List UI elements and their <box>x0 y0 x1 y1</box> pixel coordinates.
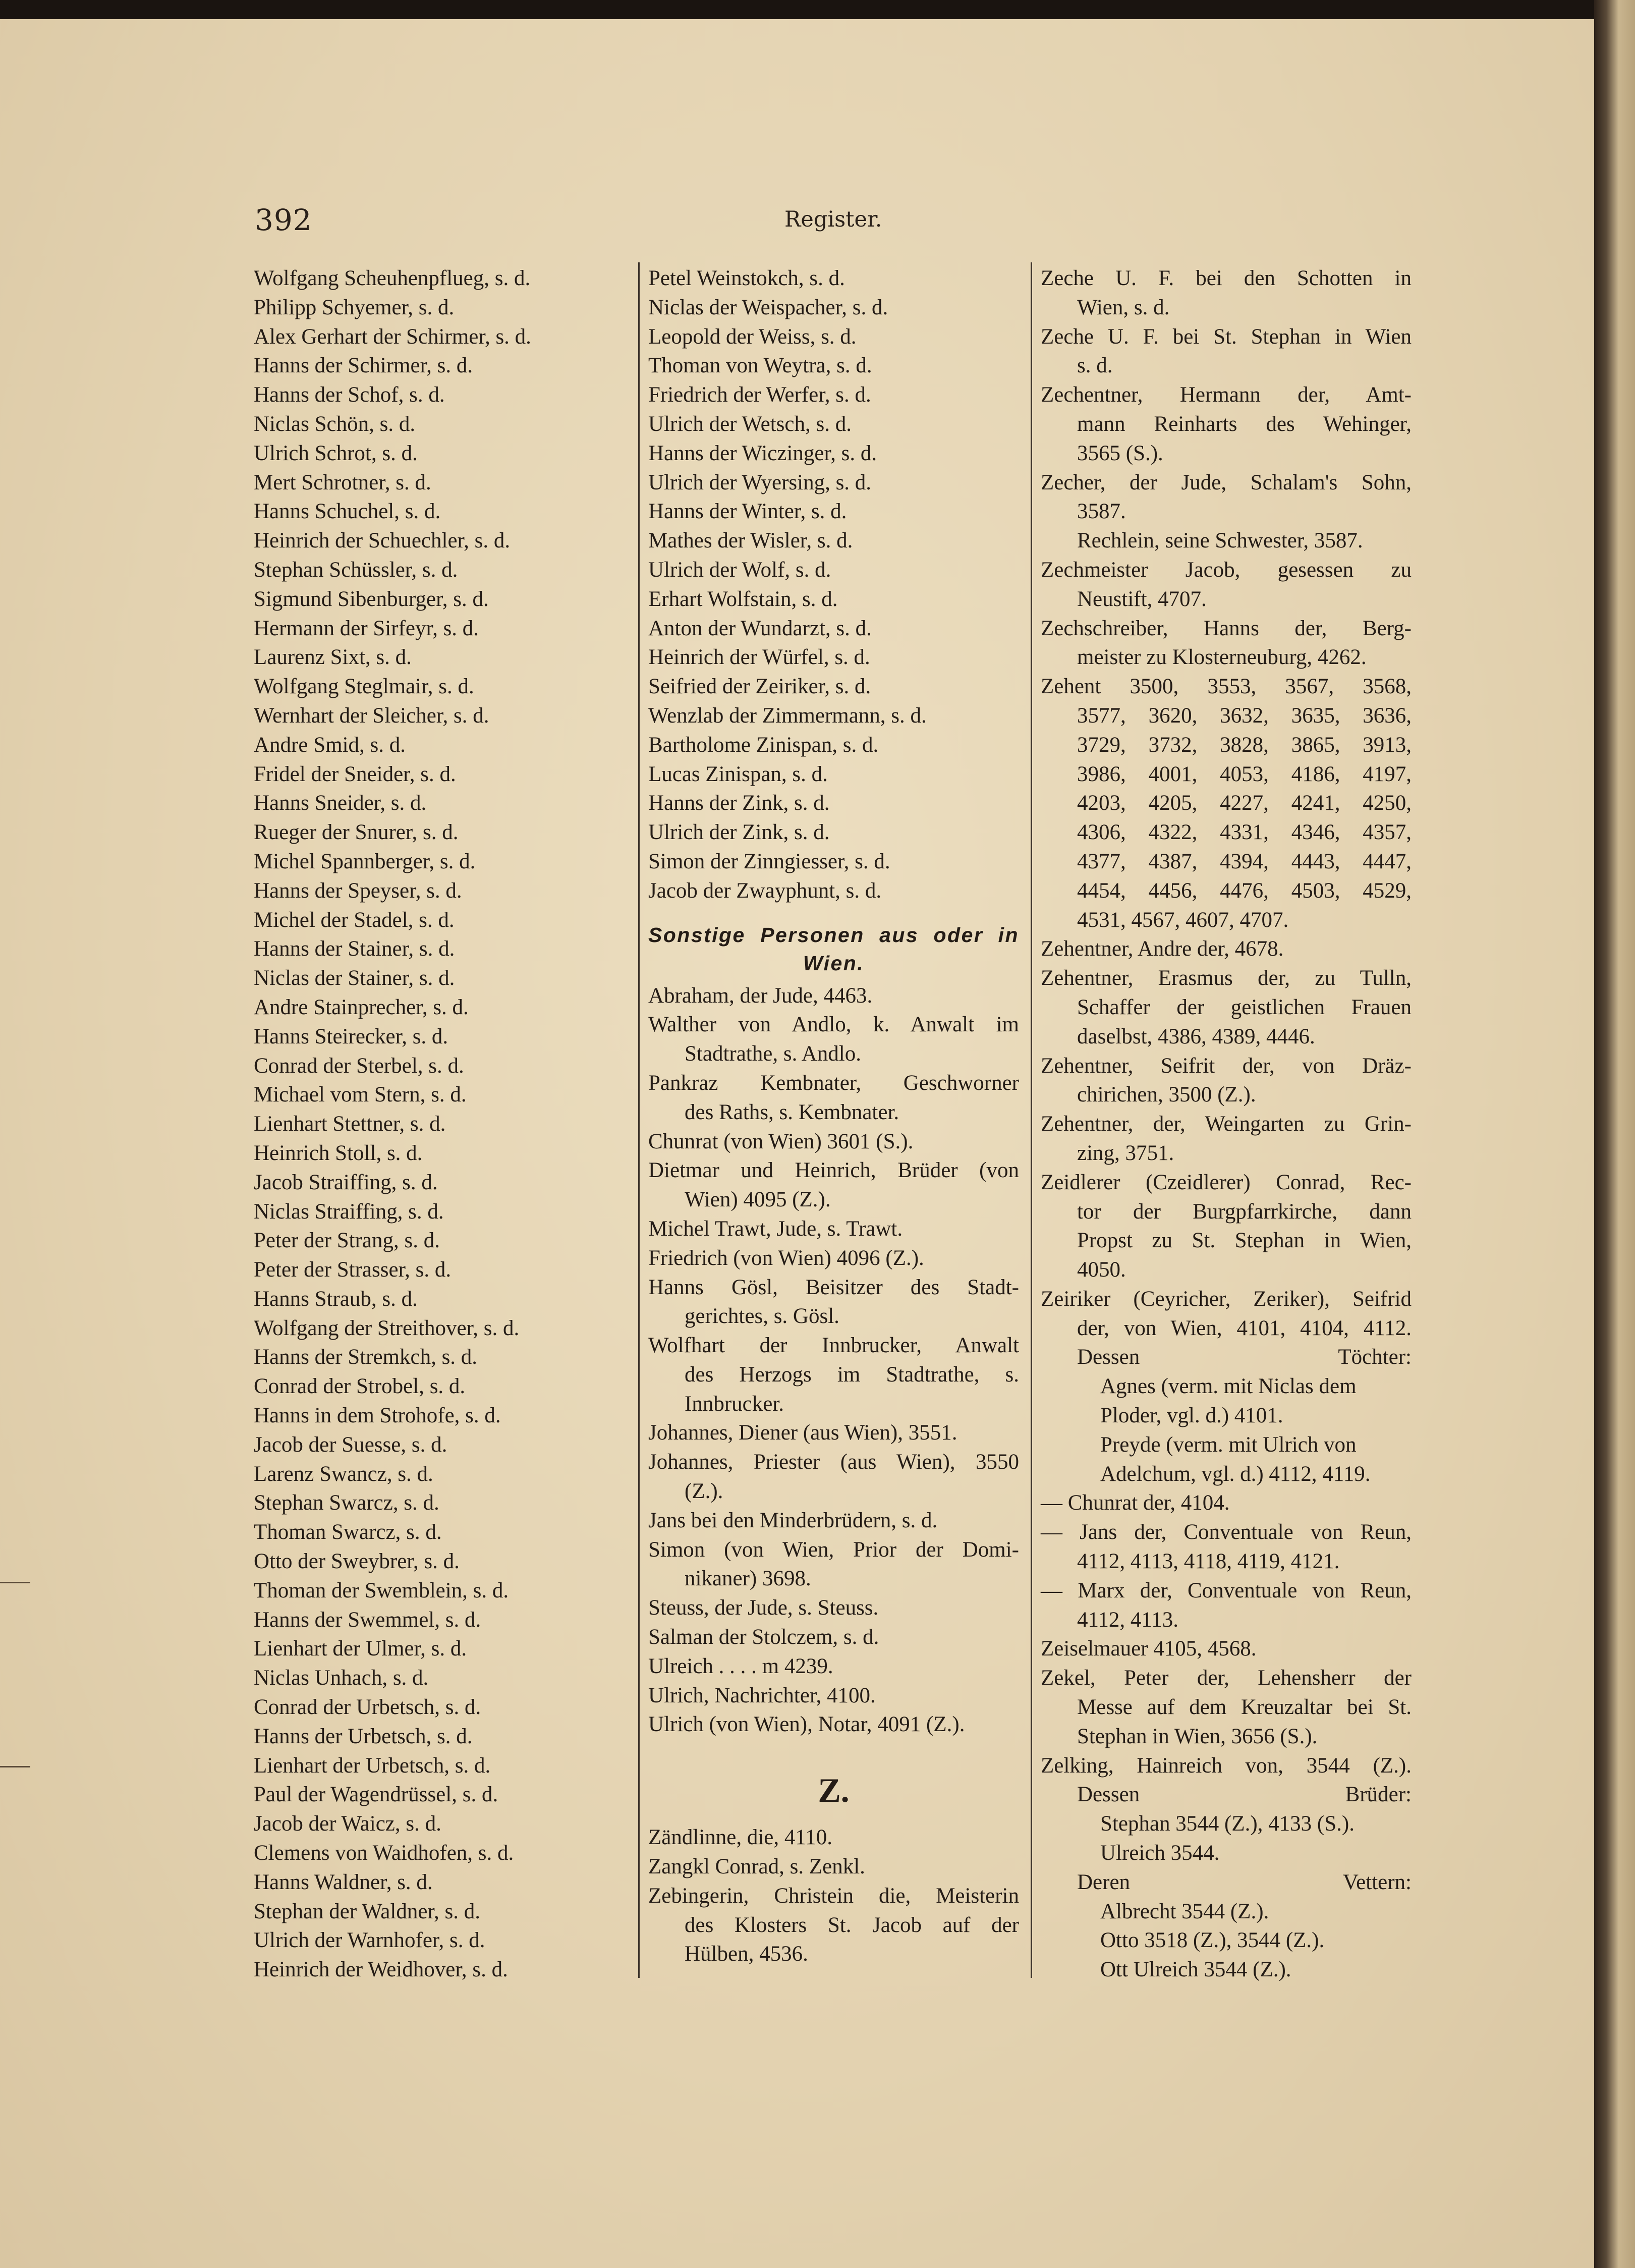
index-line: Hanns der Schirmer, s. d. <box>254 354 473 378</box>
index-line: Stephan in Wien, 3656 (S.). <box>1077 1724 1318 1748</box>
index-line: Lienhart Stettner, s. d. <box>254 1112 446 1136</box>
index-line: Zeche U. F. bei St. Stephan in Wien <box>1041 324 1412 349</box>
margin-mark <box>0 1766 30 1767</box>
index-line: Larenz Swancz, s. d. <box>254 1462 433 1486</box>
index-line: Niclas Unhach, s. d. <box>254 1666 429 1690</box>
index-line: Steuss, der Jude, s. Steuss. <box>648 1596 879 1620</box>
index-line: Lucas Zinispan, s. d. <box>648 762 828 786</box>
index-line: mann Reinharts des Wehinger, <box>1077 412 1412 436</box>
index-line: Hanns der Stainer, s. d. <box>254 937 455 961</box>
index-line: 4112, 4113, 4118, 4119, 4121. <box>1077 1550 1340 1574</box>
index-entry <box>1041 1110 1412 1168</box>
index-line: Zeche U. F. bei den Schotten in <box>1041 266 1412 290</box>
index-line: Sigmund Sibenburger, s. d. <box>254 587 489 611</box>
index-entry <box>648 1623 1019 1652</box>
index-line: Michel der Stadel, s. d. <box>254 908 455 932</box>
index-line: Niclas der Stainer, s. d. <box>254 966 455 990</box>
index-line: Michel Trawt, Jude, s. Trawt. <box>648 1216 903 1241</box>
index-line: Heinrich der Weidhover, s. d. <box>254 1958 508 1982</box>
index-line: Jacob der Waicz, s. d. <box>254 1812 441 1836</box>
index-entry <box>648 1681 1019 1710</box>
index-line: — Jans der, Conventuale von Reun, <box>1041 1520 1412 1544</box>
index-line: Wolfgang Steglmair, s. d. <box>254 675 474 699</box>
index-line: Seifried der Zeiriker, s. d. <box>648 675 871 699</box>
running-head: Register. <box>784 207 882 232</box>
index-line: Ulrich, Nachrichter, 4100. <box>648 1683 876 1707</box>
index-entry <box>1041 1751 1412 1868</box>
index-line: Schaffer der geistlichen Frauen <box>1077 995 1412 1019</box>
index-line: Stadtrathe, s. Andlo. <box>685 1042 861 1066</box>
index-line: 3986, 4001, 4053, 4186, 4197, <box>1077 762 1412 786</box>
index-line: Niclas Schön, s. d. <box>254 412 416 436</box>
index-line: Michael vom Stern, s. d. <box>254 1083 467 1107</box>
index-line: Jacob der Suesse, s. d. <box>254 1432 447 1457</box>
index-line: chirichen, 3500 (Z.). <box>1077 1083 1256 1107</box>
index-line: 3577, 3620, 3632, 3635, 3636, <box>1077 703 1412 728</box>
index-entry <box>648 1882 1019 1969</box>
index-line: Conrad der Strobel, s. d. <box>254 1374 466 1399</box>
index-entry <box>648 1710 1019 1739</box>
index-line: Salman der Stolczem, s. d. <box>648 1625 879 1649</box>
index-entry <box>1041 1052 1412 1110</box>
index-line: Zeiselmauer 4105, 4568. <box>1041 1637 1257 1661</box>
index-entry <box>1041 672 1412 934</box>
index-line: Ulreich . . . . m 4239. <box>648 1654 833 1678</box>
index-list-z <box>648 1823 1019 1969</box>
index-line: Wenzlab der Zimmermann, s. d. <box>648 703 927 728</box>
index-line: Hanns Sneider, s. d. <box>254 791 427 815</box>
letter-heading-z: Z. <box>818 1771 850 1810</box>
index-line: Bartholome Zinispan, s. d. <box>648 733 879 757</box>
index-line: Ulrich der Wetsch, s. d. <box>648 412 852 436</box>
index-list-persons-w-z <box>648 264 1019 906</box>
index-line: Conrad der Urbetsch, s. d. <box>254 1695 481 1720</box>
index-entry <box>1041 1168 1412 1285</box>
index-line: 4531, 4567, 4607, 4707. <box>1077 908 1289 932</box>
index-column-1 <box>254 264 604 1984</box>
index-entry <box>1041 1488 1412 1518</box>
index-line: 4454, 4456, 4476, 4503, 4529, <box>1077 878 1412 903</box>
index-line: Stephan der Waldner, s. d. <box>254 1899 481 1923</box>
index-line: Wernhart der Sleicher, s. d. <box>254 703 489 728</box>
index-line: Messe auf dem Kreuzaltar bei St. <box>1077 1695 1412 1720</box>
index-column-3 <box>1041 264 1412 1984</box>
index-entry <box>648 1593 1019 1623</box>
section-heading-sonstige <box>648 921 1019 977</box>
index-line: Simon der Zinngiesser, s. d. <box>648 849 890 873</box>
index-entry <box>1041 1518 1412 1576</box>
index-entry <box>648 981 1019 1011</box>
index-line: Stephan Schüssler, s. d. <box>254 558 458 582</box>
index-line: Heinrich der Schuechler, s. d. <box>254 529 511 553</box>
index-line: 4306, 4322, 4331, 4346, 4357, <box>1077 820 1412 845</box>
index-line: Otto 3518 (Z.), 3544 (Z.). <box>1100 1928 1325 1953</box>
index-line: Stephan 3544 (Z.), 4133 (S.). <box>1100 1812 1355 1836</box>
index-line: Michel Spannberger, s. d. <box>254 849 476 873</box>
index-entry <box>1041 614 1412 673</box>
index-line: 4112, 4113. <box>1077 1608 1179 1632</box>
index-line: Peter der Strang, s. d. <box>254 1229 440 1253</box>
index-line: Wolfgang Scheuhenpflueg, s. d. <box>254 266 531 290</box>
index-line: Jacob der Zwayphunt, s. d. <box>648 878 882 903</box>
index-line: Neustift, 4707. <box>1077 587 1207 611</box>
index-line: 3729, 3732, 3828, 3865, 3913, <box>1077 733 1412 757</box>
index-line: Hanns Schuchel, s. d. <box>254 500 441 524</box>
index-line: Heinrich Stoll, s. d. <box>254 1141 423 1165</box>
index-line: — Chunrat der, 4104. <box>1041 1491 1230 1515</box>
index-line: Anton der Wundarzt, s. d. <box>648 616 872 640</box>
index-line: Heinrich der Würfel, s. d. <box>648 645 870 670</box>
section-heading-line: Sonstige Personen aus oder in <box>648 923 1019 947</box>
index-line: Dietmar und Heinrich, Brüder (von <box>648 1158 1019 1183</box>
index-entry <box>648 1418 1019 1448</box>
index-line: Alex Gerhart der Schirmer, s. d. <box>254 324 531 349</box>
index-line: Zechentner, Hermann der, Amt- <box>1041 383 1412 407</box>
index-line: Zangkl Conrad, s. Zenkl. <box>648 1855 865 1879</box>
index-entry <box>1041 1634 1412 1664</box>
index-line: Dessen Brüder: <box>1077 1783 1412 1807</box>
index-line: tor der Burgpfarrkirche, dann <box>1077 1199 1412 1224</box>
index-line: Andre Stainprecher, s. d. <box>254 995 469 1019</box>
index-line: Wolfhart der Innbrucker, Anwalt <box>648 1334 1019 1358</box>
index-line: — Marx der, Conventuale von Reun, <box>1041 1578 1412 1602</box>
index-line: Ulrich der Wyersing, s. d. <box>648 470 872 494</box>
index-entry <box>648 1244 1019 1273</box>
index-entry <box>1041 1285 1412 1489</box>
index-list-sonstige <box>648 981 1019 1740</box>
index-line: Philipp Schyemer, s. d. <box>254 295 455 319</box>
index-entry <box>648 1506 1019 1535</box>
page-number: 392 <box>255 203 312 237</box>
index-entry <box>1041 934 1412 964</box>
index-line: daselbst, 4386, 4389, 4446. <box>1077 1024 1315 1048</box>
index-line: Zelking, Hainreich von, 3544 (Z.). <box>1041 1753 1412 1778</box>
page-edge-shadow <box>1594 0 1635 2268</box>
index-line: Zehentner, der, Weingarten zu Grin- <box>1041 1112 1412 1136</box>
index-line: Thoman der Swemblein, s. d. <box>254 1578 509 1602</box>
index-line: des Klosters St. Jacob auf der <box>685 1913 1019 1937</box>
index-line: Hülben, 4536. <box>685 1942 808 1966</box>
index-line: Adelchum, vgl. d.) 4112, 4119. <box>1100 1462 1371 1486</box>
index-line: Zecher, der Jude, Schalam's Sohn, <box>1041 470 1412 494</box>
index-line: Paul der Wagendrüssel, s. d. <box>254 1783 498 1807</box>
index-line: 3587. <box>1077 500 1126 524</box>
index-line: Dessen Töchter: <box>1077 1345 1412 1369</box>
index-line: Wolfgang der Streithover, s. d. <box>254 1316 520 1340</box>
index-entry <box>648 1331 1019 1418</box>
index-entry <box>648 1214 1019 1244</box>
index-line: Friedrich (von Wien) 4096 (Z.). <box>648 1246 924 1270</box>
index-line: Zekel, Peter der, Lehensherr der <box>1041 1666 1412 1690</box>
index-line: Rueger der Snurer, s. d. <box>254 820 459 845</box>
index-line: Lienhart der Urbetsch, s. d. <box>254 1753 491 1778</box>
index-line: Thoman Swarcz, s. d. <box>254 1520 442 1544</box>
index-entry <box>648 1010 1019 1069</box>
index-line: Hanns der Wiczinger, s. d. <box>648 441 877 465</box>
index-line: Propst zu St. Stephan in Wien, <box>1077 1229 1412 1253</box>
index-line: 4203, 4205, 4227, 4241, 4250, <box>1077 791 1412 815</box>
index-line: Ott Ulreich 3544 (Z.). <box>1100 1958 1291 1982</box>
index-line: nikaner) 3698. <box>685 1567 811 1591</box>
index-line: Lienhart der Ulmer, s. d. <box>254 1637 467 1661</box>
index-line: meister zu Klosterneuburg, 4262. <box>1077 645 1367 670</box>
index-line: Zehent 3500, 3553, 3567, 3568, <box>1041 675 1412 699</box>
index-entry <box>648 1535 1019 1594</box>
index-line: Hanns der Speyser, s. d. <box>254 878 462 903</box>
index-line: Zehentner, Andre der, 4678. <box>1041 937 1284 961</box>
index-line: Friedrich der Werfer, s. d. <box>648 383 871 407</box>
index-line: Erhart Wolfstain, s. d. <box>648 587 838 611</box>
index-entry <box>648 1273 1019 1332</box>
column-divider-2 <box>1031 262 1032 1978</box>
index-line: Ulrich (von Wien), Notar, 4091 (Z.). <box>648 1712 965 1737</box>
index-line: Hanns Steirecker, s. d. <box>254 1024 448 1048</box>
index-line: Laurenz Sixt, s. d. <box>254 645 412 670</box>
index-line: Hanns in dem Strohofe, s. d. <box>254 1404 501 1428</box>
index-entry <box>648 1448 1019 1506</box>
index-line: Preyde (verm. mit Ulrich von <box>1100 1432 1357 1457</box>
index-line: zing, 3751. <box>1077 1141 1174 1165</box>
index-entry <box>1041 1664 1412 1751</box>
index-line: Jacob Straiffing, s. d. <box>254 1170 438 1194</box>
index-line: Ulrich Schrot, s. d. <box>254 441 418 465</box>
index-entry <box>648 1127 1019 1156</box>
index-line: Deren Vettern: <box>1077 1870 1412 1894</box>
index-line: Zebingerin, Christein die, Meisterin <box>648 1884 1019 1908</box>
index-line: Mert Schrotner, s. d. <box>254 470 431 494</box>
index-line: Ulrich der Zink, s. d. <box>648 820 830 845</box>
index-entry <box>1041 380 1412 468</box>
index-line: Hanns Straub, s. d. <box>254 1287 418 1311</box>
index-line: Wien) 4095 (Z.). <box>685 1188 831 1212</box>
index-line: Zechschreiber, Hanns der, Berg- <box>1041 616 1412 640</box>
index-line: Leopold der Weiss, s. d. <box>648 324 857 349</box>
index-line: 4050. <box>1077 1258 1126 1282</box>
index-line: Pankraz Kembnater, Geschworner <box>648 1071 1019 1095</box>
index-line: des Herzogs im Stadtrathe, s. <box>685 1362 1019 1387</box>
index-entry <box>648 1652 1019 1681</box>
index-line: Hanns der Stremkch, s. d. <box>254 1345 478 1369</box>
index-entry <box>648 1156 1019 1214</box>
index-line: s. d. <box>1077 354 1113 378</box>
index-line: Petel Weinstokch, s. d. <box>648 266 845 290</box>
index-line: Innbrucker. <box>685 1392 784 1416</box>
index-line: Hanns der Urbetsch, s. d. <box>254 1724 473 1748</box>
index-entry <box>1041 468 1412 556</box>
index-line: Simon (von Wien, Prior der Domi- <box>648 1537 1019 1562</box>
index-line: Hanns der Winter, s. d. <box>648 500 847 524</box>
index-line: Mathes der Wisler, s. d. <box>648 529 853 553</box>
index-line: 4377, 4387, 4394, 4443, 4447, <box>1077 849 1412 873</box>
index-line: Ulrich der Warnhofer, s. d. <box>254 1928 485 1953</box>
index-line: (Z.). <box>685 1479 723 1504</box>
index-entry <box>648 1852 1019 1882</box>
index-line: Hanns Waldner, s. d. <box>254 1870 433 1894</box>
index-line: Albrecht 3544 (Z.). <box>1100 1899 1269 1923</box>
index-line: Zeiriker (Ceyricher, Zeriker), Seifrid <box>1041 1287 1412 1311</box>
index-line: Zechmeister Jacob, gesessen zu <box>1041 558 1412 582</box>
index-line: Zehentner, Seifrit der, von Dräz- <box>1041 1054 1412 1078</box>
index-column-2 <box>648 264 1019 1969</box>
index-entry <box>1041 556 1412 614</box>
index-line: Fridel der Sneider, s. d. <box>254 762 456 786</box>
index-line: der, von Wien, 4101, 4104, 4112. <box>1077 1316 1412 1340</box>
index-line: Stephan Swarcz, s. d. <box>254 1491 439 1515</box>
index-line: Agnes (verm. mit Niclas dem <box>1100 1374 1357 1399</box>
index-entry <box>1041 964 1412 1051</box>
index-line: Niclas Straiffing, s. d. <box>254 1199 444 1224</box>
index-entry <box>1041 264 1412 322</box>
index-line: Conrad der Sterbel, s. d. <box>254 1054 464 1078</box>
index-line: Rechlein, seine Schwester, 3587. <box>1077 529 1363 553</box>
index-line: Wien, s. d. <box>1077 295 1170 319</box>
index-line: Peter der Strasser, s. d. <box>254 1258 452 1282</box>
index-entry <box>1041 1868 1412 1984</box>
index-line: Hanns Gösl, Beisitzer des Stadt- <box>648 1275 1019 1299</box>
index-line: Ploder, vgl. d.) 4101. <box>1100 1404 1283 1428</box>
index-line: Zeidlerer (Czeidlerer) Conrad, Rec- <box>1041 1170 1412 1194</box>
index-line: Thoman von Weytra, s. d. <box>648 354 872 378</box>
column-divider-1 <box>638 262 640 1978</box>
index-line: Hanns der Swemmel, s. d. <box>254 1608 481 1632</box>
index-line: Hermann der Sirfeyr, s. d. <box>254 616 479 640</box>
index-entry <box>1041 322 1412 381</box>
index-entry <box>1041 1576 1412 1635</box>
index-line: Ulrich der Wolf, s. d. <box>648 558 831 582</box>
index-line: gerichtes, s. Gösl. <box>685 1304 839 1329</box>
index-line: Johannes, Priester (aus Wien), 3550 <box>648 1450 1019 1474</box>
index-line: Chunrat (von Wien) 3601 (S.). <box>648 1129 914 1153</box>
index-line: Jans bei den Minderbrüdern, s. d. <box>648 1508 938 1532</box>
index-line: Walther von Andlo, k. Anwalt im <box>648 1013 1019 1037</box>
margin-mark <box>0 1582 30 1583</box>
index-line: Abraham, der Jude, 4463. <box>648 983 873 1008</box>
index-line: Zehentner, Erasmus der, zu Tulln, <box>1041 966 1412 990</box>
index-line: Johannes, Diener (aus Wien), 3551. <box>648 1421 957 1445</box>
index-entry <box>648 1069 1019 1127</box>
index-line: des Raths, s. Kembnater. <box>685 1100 899 1124</box>
index-line: Andre Smid, s. d. <box>254 733 406 757</box>
index-line: Otto der Sweybrer, s. d. <box>254 1550 460 1574</box>
index-line: Niclas der Weispacher, s. d. <box>648 295 888 319</box>
index-entry <box>648 1823 1019 1852</box>
section-heading-line: Wien. <box>803 951 865 975</box>
index-line: Zändlinne, die, 4110. <box>648 1826 833 1850</box>
index-line: Hanns der Schof, s. d. <box>254 383 445 407</box>
index-line: Clemens von Waidhofen, s. d. <box>254 1841 514 1865</box>
index-line: Ulreich 3544. <box>1100 1841 1220 1865</box>
index-line: 3565 (S.). <box>1077 441 1163 465</box>
index-line: Hanns der Zink, s. d. <box>648 791 830 815</box>
